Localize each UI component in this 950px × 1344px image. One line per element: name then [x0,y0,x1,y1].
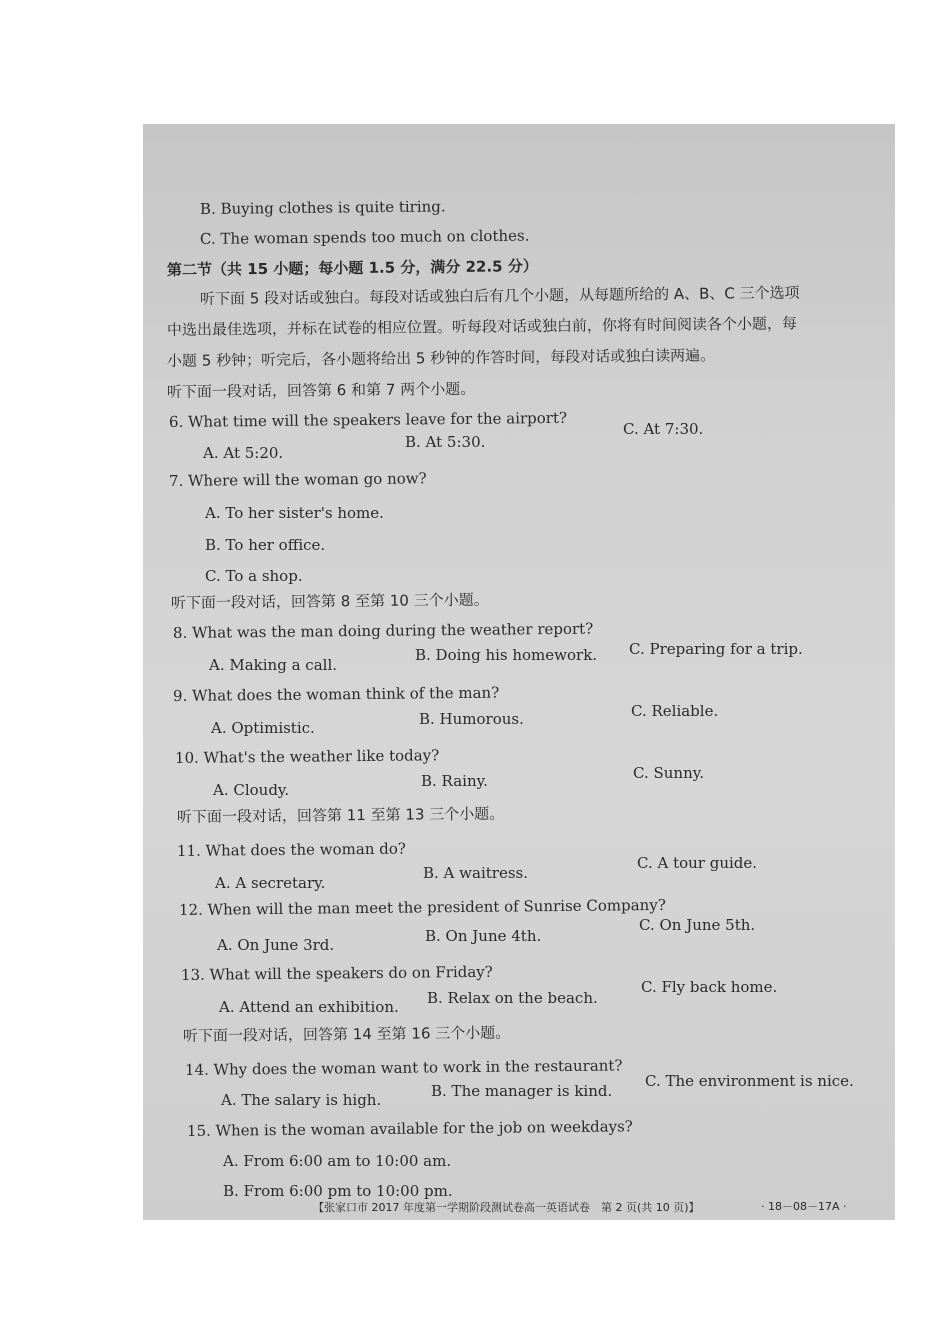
footer-page-info: 【张家口市 2017 年度第一学期阶段测试卷高一英语试卷 第 2 页(共 10 页)】 [313,1201,700,1214]
option-c: C. Fly back home. [641,978,778,996]
option-b: B. A waitress. [423,864,528,882]
question-10: 10. What's the weather like today? [174,746,440,767]
question-7: 7. Where will the woman go now? [168,469,427,490]
option-b: B. At 5:30. [405,433,486,451]
option-b: B. Rainy. [421,772,488,790]
question-9: 9. What does the woman think of the man? [172,683,500,705]
option-a: A. Optimistic. [211,719,315,737]
option-b: B. To her office. [205,536,326,554]
carryover-option-b: B. Buying clothes is quite tiring. [199,197,446,218]
option-c: C. On June 5th. [639,916,756,934]
option-b: B. Relax on the beach. [427,989,598,1007]
section-instructions-3: 小题 5 秒钟；听完后，各小题将给出 5 秒钟的作答时间，每段对话或独白读两遍。 [166,346,716,370]
dialogue-intro: 听下面一段对话，回答第 8 至第 10 三个小题。 [170,590,489,612]
dialogue-intro: 听下面一段对话，回答第 6 和第 7 两个小题。 [166,379,476,401]
option-a: A. Making a call. [209,656,338,674]
section-instructions-2: 中选出最佳选项，并标在试卷的相应位置。听每段对话或独白前，你将有时间阅读各个小题，每 [166,314,798,339]
option-c: C. Sunny. [633,764,704,782]
carryover-option-c: C. The woman spends too much on clothes. [199,226,530,248]
option-a: A. To her sister's home. [205,504,384,522]
option-b: B. Doing his homework. [415,646,598,664]
section-heading: 第二节（共 15 小题；每小题 1.5 分，满分 22.5 分） [166,257,538,279]
option-a: A. From 6:00 am to 10:00 am. [223,1152,452,1170]
option-b: B. The manager is kind. [431,1082,613,1100]
question-14: 14. Why does the woman want to work in the restaurant? [184,1056,623,1079]
option-b: B. From 6:00 pm to 10:00 pm. [223,1182,453,1200]
exam-page [143,124,895,1220]
question-13: 13. What will the speakers do on Friday? [180,962,493,984]
option-a: A. At 5:20. [203,444,284,462]
option-c: C. Reliable. [631,702,719,720]
section-instructions-1: 听下面 5 段对话或独白。每段对话或独白后有几个小题，从每题所给的 A、B、C 三个选项 [199,283,800,308]
option-a: A. Cloudy. [213,781,290,799]
option-c: C. The environment is nice. [645,1072,854,1090]
question-6: 6. What time will the speakers leave for the airport? [168,408,568,431]
option-c: C. A tour guide. [637,854,758,872]
question-12: 12. When will the man meet the president of Sunrise Company? [178,895,666,919]
question-11: 11. What does the woman do? [176,839,406,860]
option-c: C. Preparing for a trip. [629,640,803,658]
footer-code: · 18－08－17A · [761,1200,847,1213]
dialogue-intro: 听下面一段对话，回答第 14 至第 16 三个小题。 [182,1023,511,1045]
option-c: C. To a shop. [205,567,303,585]
option-a: A. On June 3rd. [217,936,335,954]
option-b: B. Humorous. [419,710,524,728]
question-15: 15. When is the woman available for the job on weekdays? [186,1117,633,1140]
option-b: B. On June 4th. [425,927,542,945]
option-a: A. The salary is high. [221,1091,382,1109]
question-8: 8. What was the man doing during the weather report? [172,619,594,642]
option-a: A. A secretary. [215,874,326,892]
dialogue-intro: 听下面一段对话，回答第 11 至第 13 三个小题。 [176,804,505,826]
option-a: A. Attend an exhibition. [219,998,399,1016]
option-c: C. At 7:30. [623,420,704,438]
